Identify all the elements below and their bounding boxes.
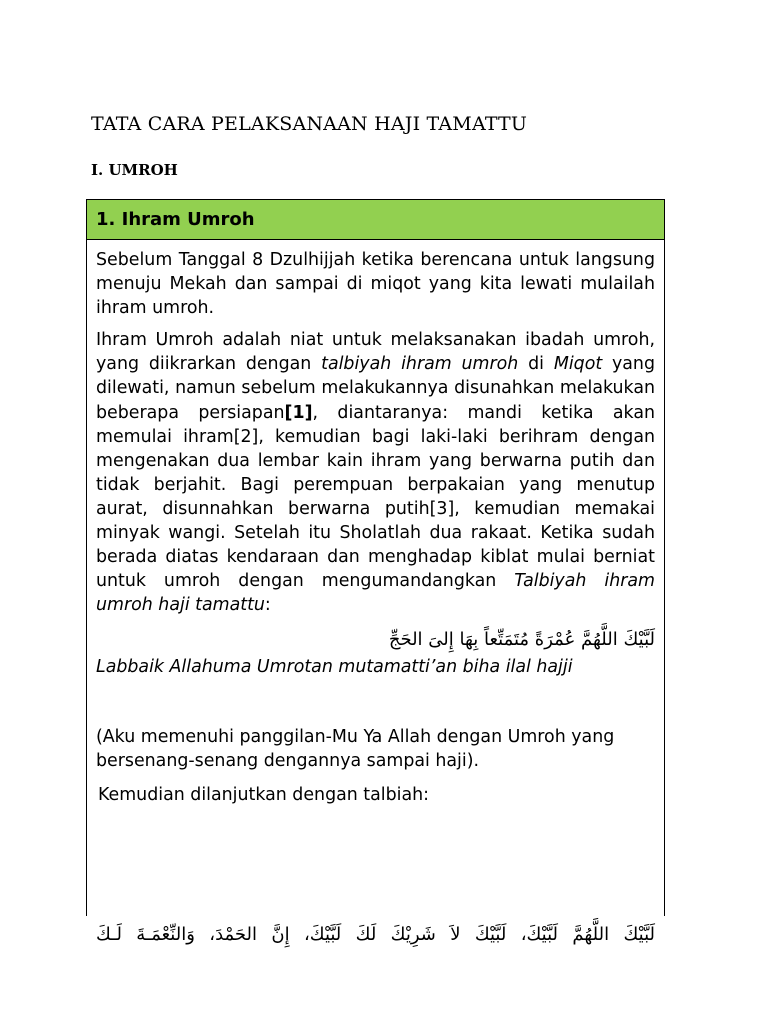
content-box (86, 199, 665, 945)
paragraph-ihram-text-1: Ihram Umroh adalah niat untuk melaksanakan ibadah umroh, yang diikrarkan dengan (96, 330, 655, 375)
paragraph-ihram-text-4: , diantaranya: mandi ketika akan memulai ihram[2], kemudian bagi laki-laki berihram dengan mengenakan dua lembar kain ihram yang berwarna putih dan tidak berjahit. Bagi perempuan berpakaian yang menutup aurat, disunnahkan berwarna putih[3], kemudian memakai minyak wangi. Setelah itu Sholatlah dua rakaat. Ketika sudah berada diatas kendaraan dan menghadap kiblat mulai berniat untuk umroh dengan mengumandangkan (96, 402, 655, 592)
paragraph-ihram (96, 328, 655, 617)
paragraph-ihram-text-3: yang dilewati, namun sebelum melakukannya disunahkan melakukan beberapa persiapan (96, 354, 655, 423)
section-heading: I. UMROH (91, 161, 178, 179)
paragraph-ihram-colon: : (264, 595, 271, 616)
paragraph-intro: Sebelum Tanggal 8 Dzulhijjah ketika berencana untuk langsung menuju Mekah dan sampai di miqot yang kita lewati mulailah ihram umroh. (96, 250, 655, 319)
arabic-niat: لَبَّيْكَ اللَّهُمَّ عُمْرَةً مُتَمَتِّعاً بِهَا إِلىَ الحَجِّ (388, 629, 655, 651)
translation-text: (Aku memenuhi panggilan-Mu Ya Allah dengan Umroh yang bersenang-senang dengannya sampai haji). (96, 726, 615, 771)
continue-text: Kemudian dilanjutkan dengan talbiah: (98, 784, 430, 805)
arabic-talbiah: لَبَّيْكَ اللَّهُمَّ لَبَّيْكَ، لَبَّيْكَ لاَ شَرِيْكَ لَكَ لَبَّيْكَ، إِنَّ الحَمْدَ، وَالنِّعْمَـةَ لَـكَ (96, 924, 655, 945)
paragraph-ihram-text-2: di (518, 354, 554, 375)
miqot-term: Miqot (553, 354, 603, 375)
box-body (87, 240, 664, 945)
talbiyah-tamattu-term: Talbiyah ihram umroh haji tamattu (96, 571, 655, 616)
footnote-ref-1[interactable]: [1] (284, 402, 313, 423)
talbiyah-term: talbiyah ihram umroh (321, 354, 519, 375)
box-header: 1. Ihram Umroh (87, 200, 664, 240)
document-title: TATA CARA PELAKSANAAN HAJI TAMATTU (91, 113, 528, 135)
latin-transliteration: Labbaik Allahuma Umrotan mutamatti’an biha ilal hajji (96, 657, 573, 678)
